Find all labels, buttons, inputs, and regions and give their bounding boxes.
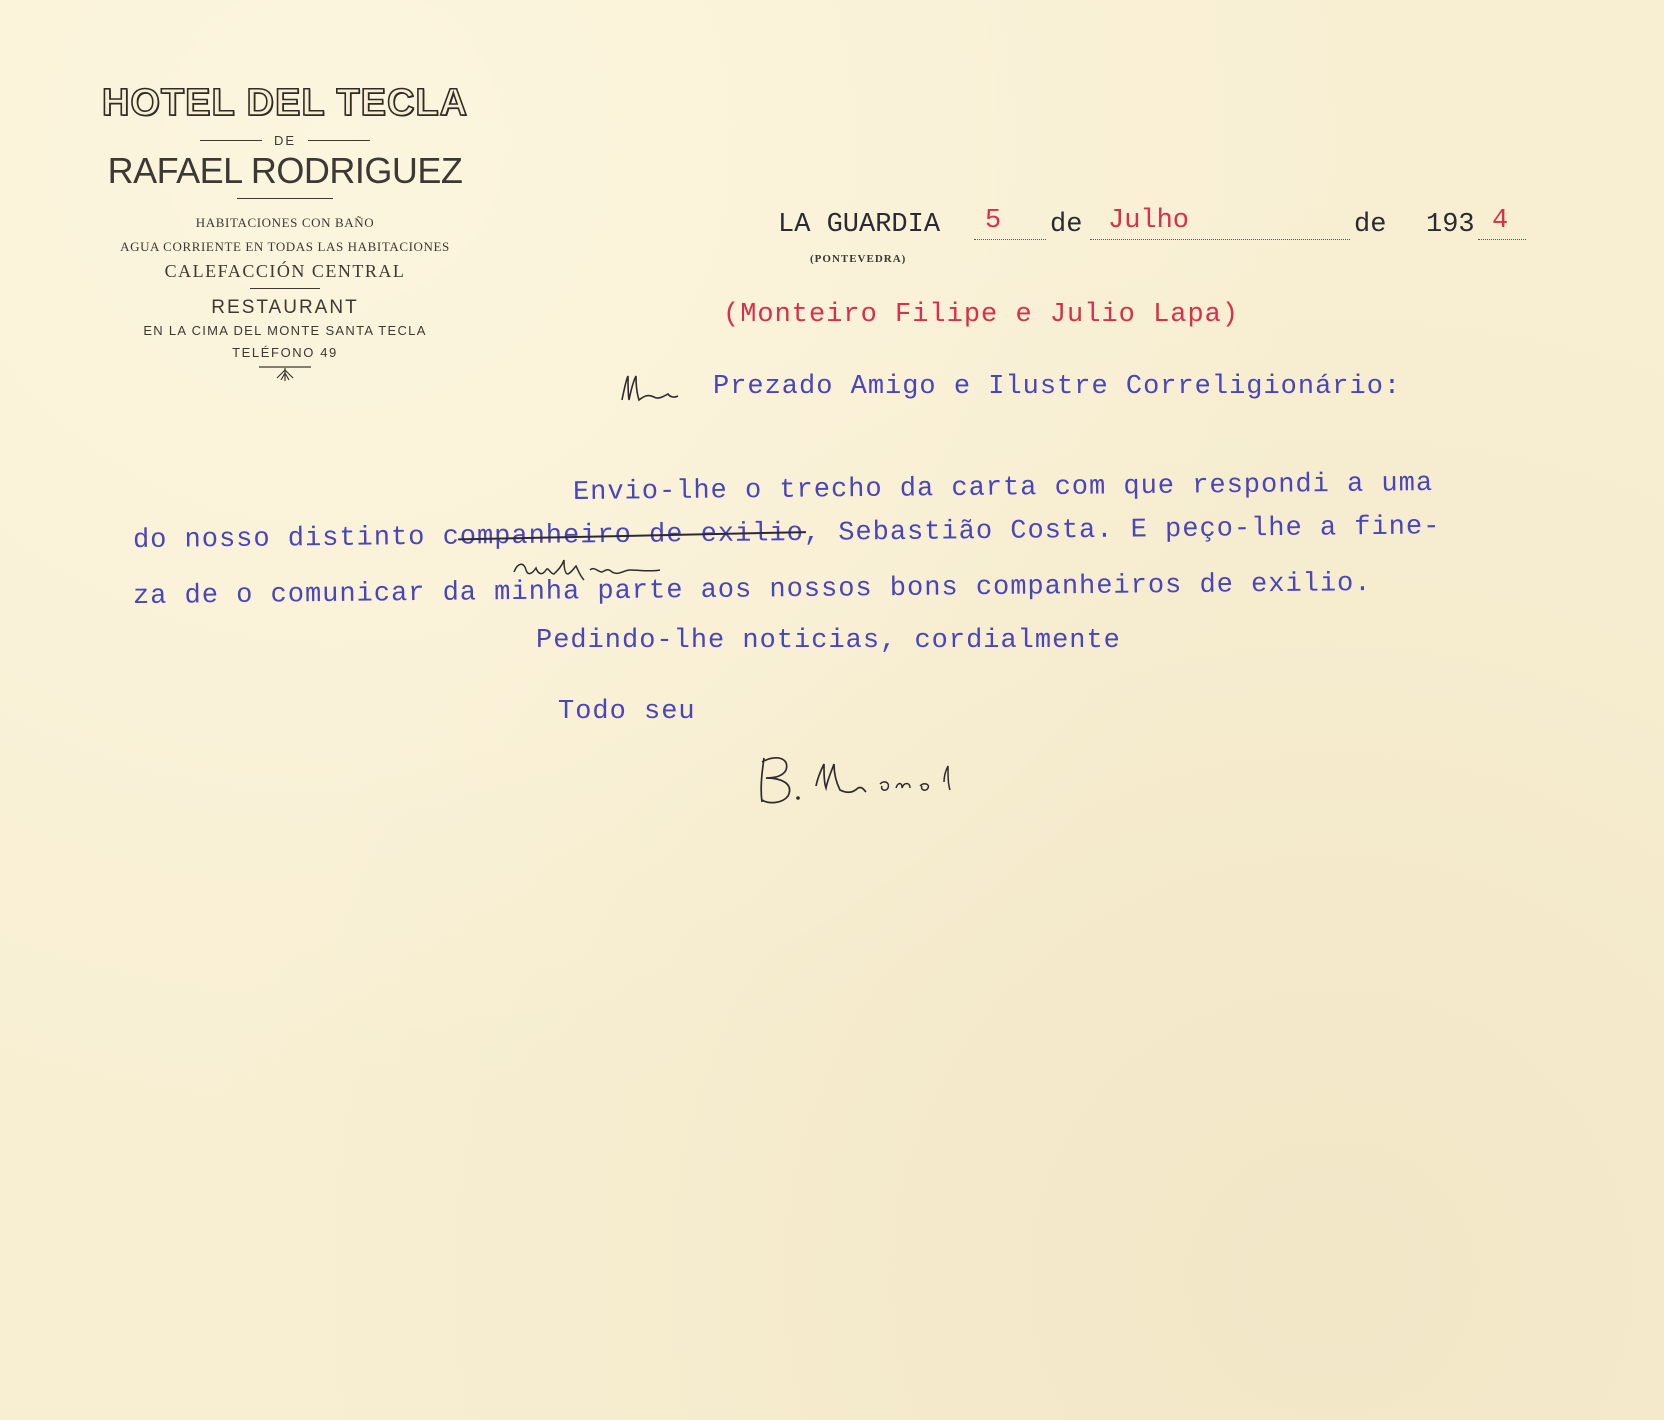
dotted-line <box>974 239 1046 240</box>
date-line <box>778 206 1548 246</box>
date-month: Julho <box>1108 206 1190 236</box>
closing: Todo seu <box>558 697 696 727</box>
divider <box>250 288 320 289</box>
divider <box>237 198 333 199</box>
dotted-line <box>1478 239 1526 240</box>
signature-icon <box>752 752 1032 812</box>
addressees: (Monteiro Filipe e Julio Lapa) <box>723 300 1240 330</box>
phone-label: TELÉFONO 49 <box>232 345 338 360</box>
running-water: AGUA CORRIENTE EN TODAS LAS HABITACIONES <box>120 239 450 254</box>
date-de-1: de <box>1050 210 1083 240</box>
body-line-3: za de o comunicar da minha parte aos nossos bons companheiros de exilio. <box>132 569 1372 612</box>
letterhead <box>60 82 510 389</box>
province-label: (PONTEVEDRA) <box>810 253 907 265</box>
divider <box>308 140 370 141</box>
body-line-1: Envio-lhe o trecho da carta com que respondi a uma <box>572 468 1434 508</box>
date-day: 5 <box>985 206 1002 236</box>
struck-text: ompanheiro de exilio <box>459 518 805 553</box>
date-year-prefix: 193 <box>1426 210 1475 240</box>
letterhead-de-text: DE <box>273 133 297 148</box>
letterhead-de <box>60 133 510 148</box>
restaurant-label: RESTAURANT <box>211 297 359 318</box>
ornament-icon <box>255 364 315 384</box>
date-de-2: de <box>1354 210 1387 240</box>
body-line-2-start: do nosso distinto c <box>132 522 460 556</box>
location-label: EN LA CIMA DEL MONTE SANTA TECLA <box>143 323 427 338</box>
body-line-4: Pedindo-lhe noticias, cordialmente <box>536 626 1121 656</box>
salutation: Prezado Amigo e Ilustre Correligionário: <box>713 372 1402 402</box>
place-name: LA GUARDIA <box>778 210 941 240</box>
rooms-with-bath: HABITACIONES CON BAÑO <box>195 215 375 230</box>
body-line-2 <box>133 512 1441 556</box>
hotel-name: HOTEL DEL TECLA <box>101 82 469 124</box>
owner-name: RAFAEL RODRIGUEZ <box>107 150 463 191</box>
handwritten-meu-icon <box>618 370 682 406</box>
central-heating: CALEFACCIÓN CENTRAL <box>164 261 406 281</box>
dotted-line <box>1090 239 1350 240</box>
divider <box>200 140 262 141</box>
date-year-digit: 4 <box>1492 206 1509 236</box>
body-line-2-end: , Sebastião Costa. E peço-lhe a fine- <box>803 512 1441 549</box>
